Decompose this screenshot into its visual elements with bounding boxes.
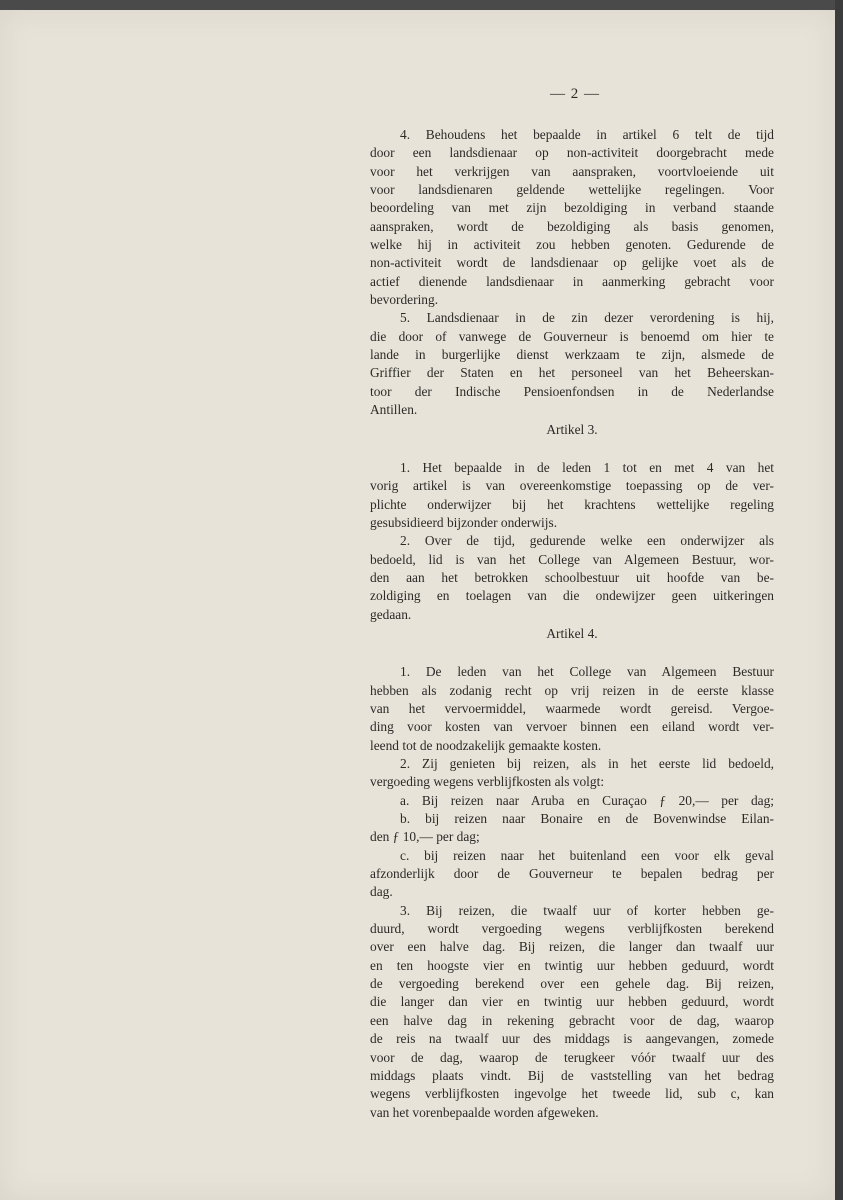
text-line: b. bij reizen naar Bonaire en de Bovenwindse Eilan- bbox=[400, 811, 774, 827]
text-line: actief dienende landsdienaar in aanmerking gebracht voor bbox=[370, 273, 774, 289]
text-line: afzonderlijk door de Gouverneur te bepalen bedrag per bbox=[370, 866, 774, 882]
text-line: 2. Over de tijd, gedurende welke een onderwijzer als bbox=[400, 533, 774, 549]
text-line: plichte onderwijzer bij het krachtens wettelijke regeling bbox=[370, 496, 774, 512]
text-line: duurd, wordt vergoeding wegens verblijfkosten berekend bbox=[370, 921, 774, 937]
text-line: aanspraken, wordt de bezoldiging als basis genomen, bbox=[370, 218, 774, 234]
article-heading: Artikel 4. bbox=[546, 625, 598, 641]
text-line: voor landsdienaren geldende wettelijke regelingen. Voor bbox=[370, 182, 774, 198]
text-line: 1. Het bepaalde in de leden 1 tot en met 4 van het bbox=[400, 459, 774, 475]
text-line: van het vorenbepaalde worden afgeweken. bbox=[370, 1104, 599, 1120]
text-line: voor de dag, waarop de terugkeer vóór twaalf uur des bbox=[370, 1049, 774, 1065]
text-line: gedaan. bbox=[370, 606, 412, 622]
text-line: gesubsidieerd bijzonder onderwijs. bbox=[370, 514, 558, 530]
text-line: door een landsdienaar op non-activiteit doorgebracht mede bbox=[370, 145, 774, 161]
text-line: de reis na twaalf uur des middags is aangevangen, zomede bbox=[370, 1031, 774, 1047]
text-line: die door of vanwege de Gouverneur is benoemd om hier te bbox=[370, 328, 774, 344]
text-line: de vergoeding berekend over een gehele dag. Bij reizen, bbox=[370, 976, 774, 992]
text-line: hebben als zodanig recht op vrij reizen in de eerste klasse bbox=[370, 682, 774, 698]
text-line: 1. De leden van het College van Algemeen Bestuur bbox=[400, 664, 774, 680]
text-line: a. Bij reizen naar Aruba en Curaçao ƒ 20,— per dag; bbox=[400, 792, 774, 808]
article-heading: Artikel 3. bbox=[546, 421, 598, 437]
scan-top-border bbox=[0, 0, 843, 10]
text-line: zoldiging en toelagen van die ondewijzer geen uitkeringen bbox=[370, 588, 774, 604]
text-line: ding voor kosten van vervoer binnen een eiland wordt ver- bbox=[370, 719, 774, 735]
text-line: lande in burgerlijke dienst werkzaam te zijn, alsmede de bbox=[370, 347, 774, 363]
page-number: — 2 — bbox=[550, 86, 600, 102]
text-line: 5. Landsdienaar in de zin dezer verordening is hij, bbox=[400, 310, 774, 326]
text-line: middags plaats vindt. Bij de vaststelling van het bedrag bbox=[370, 1067, 774, 1083]
text-line: beoordeling van met zijn bezoldiging in verband staande bbox=[370, 200, 774, 216]
text-line: over een halve dag. Bij reizen, die langer dan twaalf uur bbox=[370, 939, 774, 955]
text-line: 3. Bij reizen, die twaalf uur of korter hebben ge- bbox=[400, 902, 774, 918]
text-line: die langer dan vier en twintig uur hebben geduurd, wordt bbox=[370, 994, 774, 1010]
text-line: bevordering. bbox=[370, 292, 439, 308]
text-line: welke hij in activiteit zou hebben genoten. Gedurende de bbox=[370, 237, 774, 253]
text-line: toor der Indische Pensioenfondsen in de Nederlandse bbox=[370, 383, 774, 399]
text-line: dag. bbox=[370, 884, 393, 900]
text-line: voor het verkrijgen van aanspraken, voortvloeiende uit bbox=[370, 163, 774, 179]
text-line: 4. Behoudens het bepaalde in artikel 6 telt de tijd bbox=[400, 127, 774, 142]
text-line: bedoeld, lid is van het College van Algemeen Bestuur, wor- bbox=[370, 551, 774, 567]
text-line: Griffier der Staten en het personeel van het Beheerskan- bbox=[370, 365, 774, 381]
text-line: 2. Zij genieten bij reizen, als in het eerste lid bedoeld, bbox=[400, 756, 774, 771]
text-line: den aan het betrokken schoolbestuur uit hoofde van be- bbox=[370, 569, 774, 585]
text-line: en ten hoogste vier en twintig uur hebben geduurd, wordt bbox=[370, 957, 774, 973]
document-body bbox=[370, 126, 774, 1122]
text-line: vergoeding wegens verblijfkosten als volgt: bbox=[370, 774, 605, 790]
text-line: wegens verblijfkosten ingevolge het tweede lid, sub c, kan bbox=[370, 1086, 774, 1102]
text-line: den ƒ 10,— per dag; bbox=[370, 829, 480, 845]
text-line: van het vervoermiddel, waarmede wordt gereisd. Vergoe- bbox=[370, 700, 774, 716]
document-page bbox=[0, 10, 835, 1200]
scan-right-border bbox=[835, 0, 843, 1200]
text-line: leend tot de noodzakelijk gemaakte kosten. bbox=[370, 737, 602, 753]
text-line: een halve dag in rekening gebracht voor de dag, waarop bbox=[370, 1012, 774, 1028]
text-line: non-activiteit wordt de landsdienaar op gelijke voet als de bbox=[370, 255, 774, 271]
text-line: Antillen. bbox=[370, 402, 418, 418]
text-line: vorig artikel is van overeenkomstige toepassing op de ver- bbox=[370, 478, 774, 494]
text-line: c. bij reizen naar het buitenland een voor elk geval bbox=[400, 847, 774, 863]
